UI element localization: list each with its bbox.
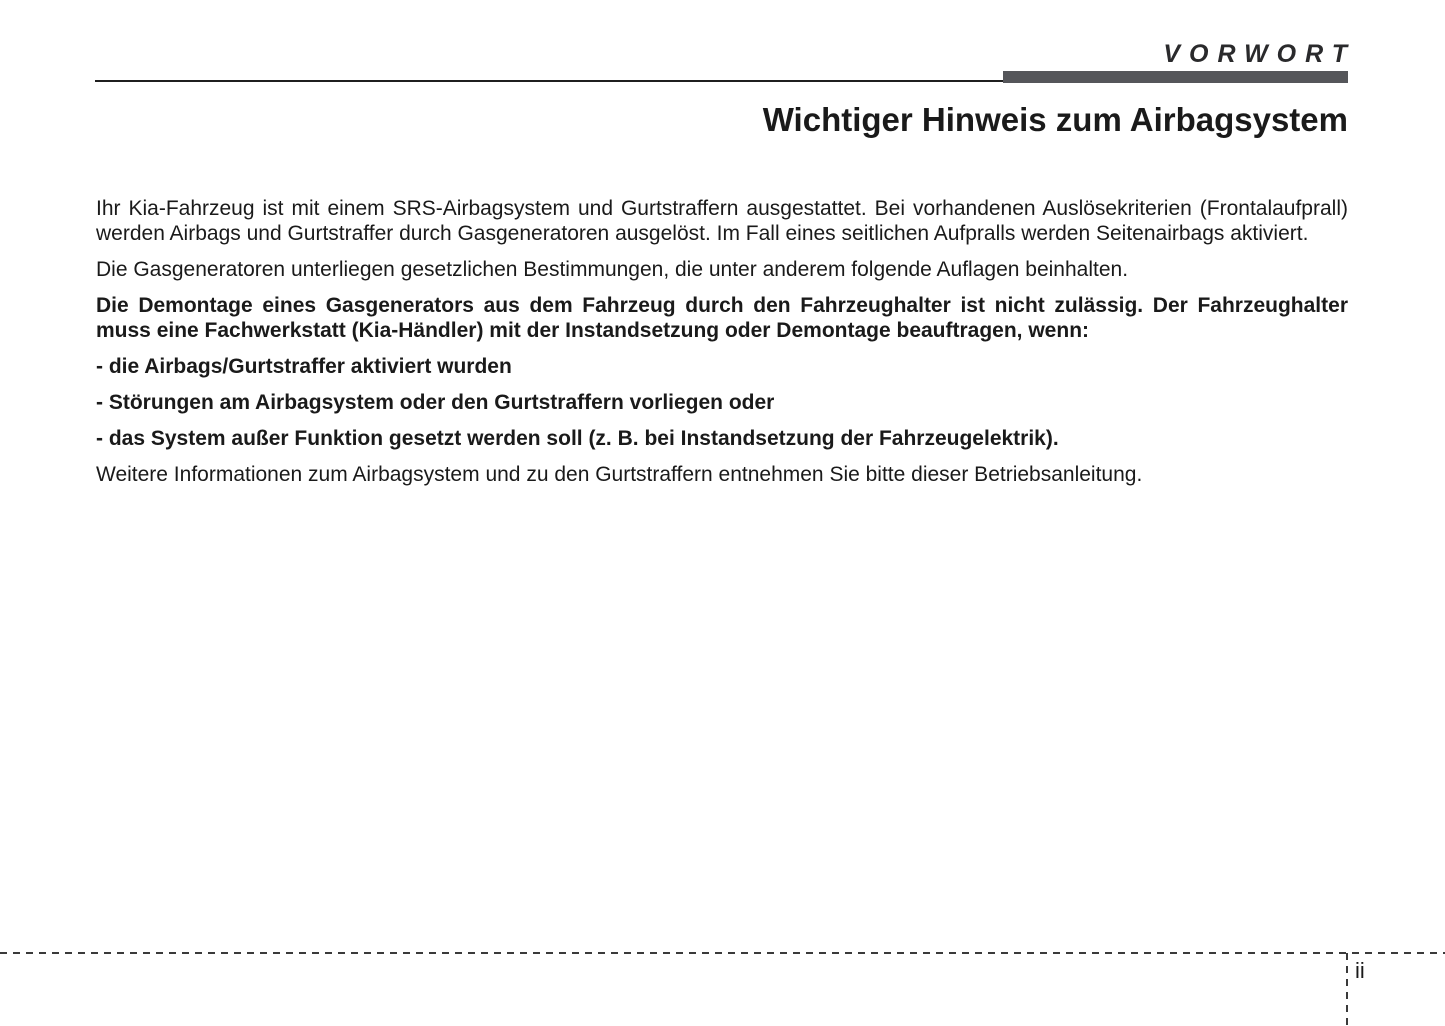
bullet-airbags-activated: - die Airbags/Gurtstraffer aktiviert wurden [96, 355, 512, 378]
paragraph-more-info: Weitere Informationen zum Airbagsystem und zu den Gurtstraffern entnehmen Sie bitte dieser Betriebsanleitung. [96, 463, 1143, 486]
bullet-system-malfunction: - Störungen am Airbagsystem oder den Gurtstraffern vorliegen oder [96, 391, 775, 414]
paragraph-demontage-warning: Die Demontage eines Gasgenerators aus dem Fahrzeug durch den Fahrzeughalter ist nicht zulässig. Der Fahrzeughalter muss eine Fachwerkstatt (Kia-Händler) mit der Instandsetzung oder Demontage beauftragen, wenn: [96, 294, 1348, 342]
footer-dashed-separator [0, 952, 1445, 954]
paragraph-regulations: Die Gasgeneratoren unterliegen gesetzlichen Bestimmungen, die unter anderem folgende Auflagen beinhalten. [96, 258, 1129, 281]
footer-dashed-crop-mark [1346, 953, 1348, 1026]
running-header-title: VORWORT [1163, 40, 1356, 68]
page-number: ii [1355, 958, 1365, 983]
header-rule-thin [95, 80, 1006, 82]
paragraph-intro: Ihr Kia-Fahrzeug ist mit einem SRS-Airbagsystem und Gurtstraffern ausgestattet. Bei vorhandenen Auslösekriterien (Frontalaufprall) werden Airbags und Gurtstraffer durch Gasgeneratoren ausgelöst. Im Fall eines seitlichen Aufpralls werden Seitenairbags aktiviert. [96, 197, 1348, 245]
header-rule-thick-bar [1003, 71, 1348, 83]
bullet-system-deactivation: - das System außer Funktion gesetzt werden soll (z. B. bei Instandsetzung der Fahrzeugelektrik). [96, 427, 1059, 450]
page-title: Wichtiger Hinweis zum Airbagsystem [762, 101, 1348, 138]
body-text [96, 196, 1348, 498]
